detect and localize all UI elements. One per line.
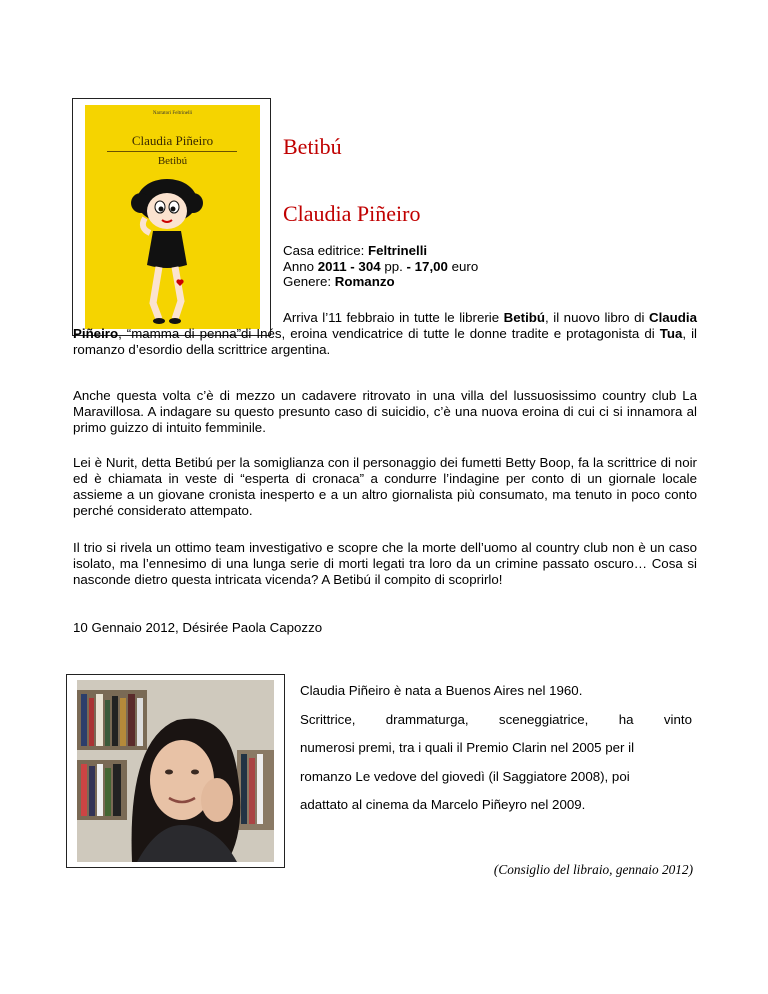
genre-line [283, 274, 478, 290]
author-bio [300, 677, 692, 820]
cartoon-figure-illustration [117, 173, 227, 329]
paragraph-2: Anche questa volta c’è di mezzo un cadavere ritrovato in una villa del lussuosissimo country club La Maravillosa. A indagare su questo presunto caso di suicidio, c’è una nuova eroina di cui ci si innamora al primo guizzo di intuito femminile. [73, 388, 697, 435]
intro-debut-title: Tua [659, 326, 683, 341]
bio-line-5: adattato al cinema da Marcelo Piñeyro nel 2009. [300, 797, 586, 812]
intro-text-3: , “mamma di penna”di Inés, eroina vendicatrice di tutte le donne tradite e protagonista di [118, 326, 660, 341]
genre-value: Romanzo [334, 274, 395, 289]
publisher-value: Feltrinelli [368, 243, 428, 258]
pages-label: pp. [384, 258, 403, 274]
dateline: 10 Gennaio 2012, Désirée Paola Capozzo [73, 620, 323, 635]
bio-line-3: numerosi premi, tra i quali il Premio Clarin nel 2005 per il [300, 740, 635, 755]
bio-line-1: Claudia Piñeiro è nata a Buenos Aires nel 1960. [300, 683, 583, 698]
year-price-line [283, 259, 478, 275]
paragraph-3: Lei è Nurit, detta Betibú per la somiglianza con il personaggio dei fumetti Betty Boop, fa la scrittrice di noir ed è chiamata in veste di “esperta di cronaca” a condurre l’indagine per conto di un giornale locale assieme a un giovane cronista inesperto e a un altro giornalista più consumato, ma tenuto in poco conto perché considerato attempato. [73, 455, 697, 518]
bio-word: sceneggiatrice, [498, 711, 589, 727]
intro-text-1: Arriva l’11 febbraio in tutte le librerie [283, 310, 504, 325]
bio-word: drammaturga, [385, 711, 469, 727]
bio-word: Scrittrice, [300, 711, 356, 727]
price-value: - 17,00 [406, 258, 448, 274]
intro-author: Claudia Piñeiro [73, 310, 698, 341]
author-photo-frame [66, 674, 285, 868]
bio-line-2 [300, 706, 692, 735]
intro-text-2: , il nuovo libro di [545, 310, 649, 325]
publisher-line [283, 243, 478, 259]
author-portrait-illustration [77, 680, 274, 862]
cover-author: Claudia Piñeiro [131, 133, 214, 148]
bio-word: ha [618, 711, 634, 727]
cover-divider [107, 151, 237, 152]
intro-book-title: Betibú [503, 310, 546, 325]
credit-note: (Consiglio del libraio, gennaio 2012) [493, 862, 693, 877]
bio-line-4: romanzo Le vedove del giovedì (il Saggiatore 2008), poi [300, 768, 630, 784]
book-metadata [283, 243, 478, 290]
publisher-label: Casa editrice: [283, 243, 365, 258]
paragraph-4: Il trio si rivela un ottimo team investigativo e scopre che la morte dell’uomo al country club non è un caso isolato, ma l’ennesimo di una lunga serie di morti legati tra loro da un crimine passato oscuro… Cosa si nasconde dietro questa intricata vicenda? A Betibú il compito di scoprirlo! [73, 540, 697, 587]
genre-label: Genere: [283, 274, 332, 289]
intro-text-4: , il romanzo d’esordio della scrittrice argentina. [73, 326, 697, 357]
book-cover-image [85, 105, 260, 329]
intro-paragraph [73, 310, 697, 358]
author-photo [77, 680, 274, 862]
book-cover-frame [72, 98, 271, 336]
price-unit: euro [451, 258, 479, 274]
cover-title: Betibú [157, 155, 188, 167]
book-author: Claudia Piñeiro [283, 201, 421, 226]
year-pages-value: 2011 - 304 [317, 258, 381, 274]
year-label: Anno [283, 258, 315, 274]
cover-publisher: Narratori Feltrinelli [152, 111, 193, 116]
book-title: Betibú [283, 134, 342, 159]
bio-word: vinto [663, 711, 692, 727]
